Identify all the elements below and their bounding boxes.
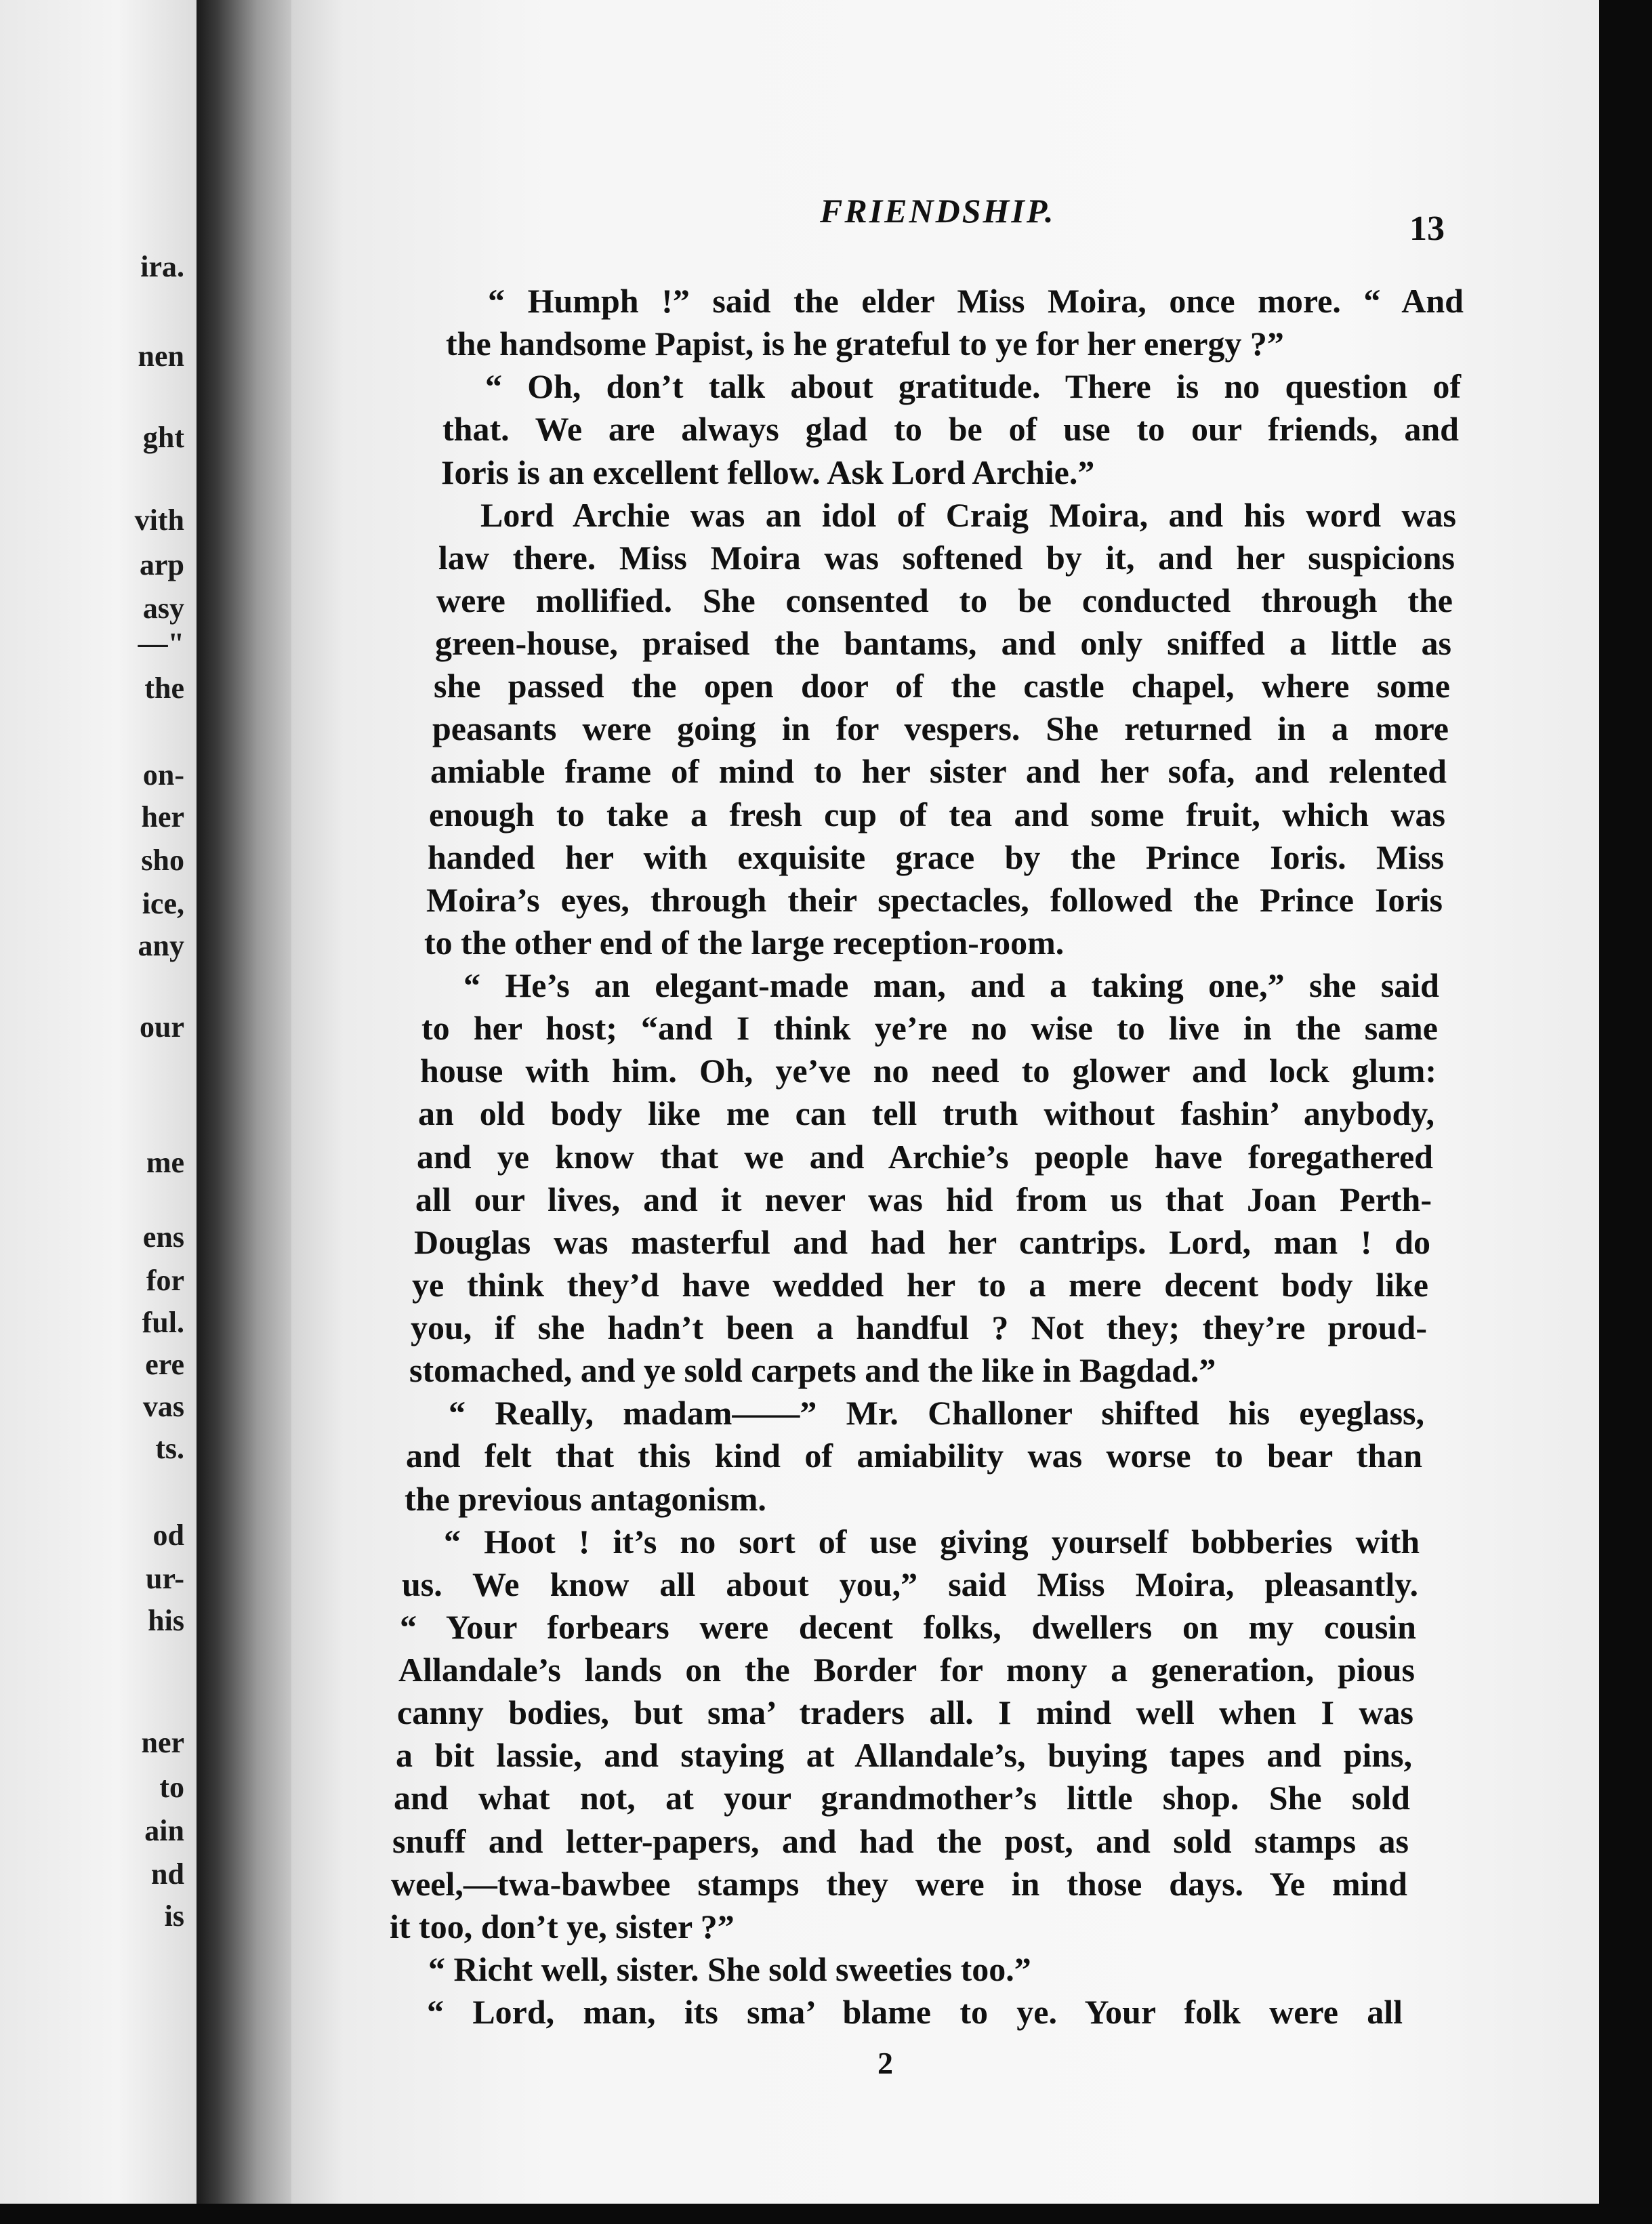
text-line: peasants were going in for vespers. She returned in a more: [432, 709, 1449, 747]
text-line: and felt that this kind of amiability was worse to bear than: [406, 1437, 1422, 1475]
facing-page-text: nd: [151, 1857, 184, 1891]
text-line: Ioris is an excellent fellow. Ask Lord Archie.”: [441, 453, 1095, 491]
text-line: canny bodies, but sma’ traders all. I mind well when I was: [397, 1693, 1413, 1731]
text-line: Douglas was masterful and had her cantrips. Lord, man ! do: [414, 1223, 1430, 1261]
text-line: the previous antagonism.: [405, 1480, 766, 1518]
facing-page-text: ere: [145, 1348, 184, 1381]
text-line: she passed the open door of the castle chapel, where some: [434, 667, 1450, 705]
text-line: law there. Miss Moira was softened by it, and her suspicions: [438, 539, 1455, 577]
text-line: amiable frame of mind to her sister and her sofa, and relented: [430, 752, 1447, 790]
text-line: it too, don’t ye, sister ?”: [390, 1908, 735, 1945]
text-line: that. We are always glad to be of use to our friends, and: [442, 410, 1459, 448]
text-line: “ He’s an elegant-made man, and a taking one,” she said: [463, 966, 1439, 1004]
text-line: and ye know that we and Archie’s people have foregathered: [417, 1138, 1433, 1176]
facing-page-text: —": [138, 627, 184, 660]
facing-page-text: od: [152, 1519, 184, 1552]
text-line: ye think they’d have wedded her to a mere decent body like: [412, 1266, 1428, 1304]
text-line: to the other end of the large reception-room.: [424, 924, 1065, 962]
text-line: stomached, and ye sold carpets and the like in Bagdad.”: [409, 1351, 1216, 1389]
facing-page-text: arp: [140, 548, 184, 581]
page-number: 13: [1409, 209, 1445, 248]
text-line: green-house, praised the bantams, and only sniffed a little as: [435, 624, 1451, 662]
text-line: weel,—twa-bawbee stamps they were in those days. Ye mind: [391, 1865, 1407, 1903]
running-head: FRIENDSHIP.: [820, 192, 1056, 230]
facing-page-text: ice,: [142, 887, 184, 920]
facing-page-text: vas: [142, 1390, 184, 1423]
text-line: house with him. Oh, ye’ve no need to glower and lock glum:: [420, 1052, 1437, 1090]
text-line: “ Lord, man, its sma’ blame to ye. Your folk were all: [427, 1993, 1403, 2031]
text-line: Allandale’s lands on the Border for mony a generation, pious: [398, 1651, 1415, 1689]
text-line: and what not, at your grandmother’s little shop. She sold: [394, 1779, 1410, 1817]
text-line: an old body like me can tell truth without fashin’ anybody,: [418, 1094, 1434, 1132]
text-line: enough to take a fresh cup of tea and some fruit, which was: [429, 796, 1445, 833]
text-line: all our lives, and it never was hid from us that Joan Perth-: [415, 1180, 1432, 1218]
page-bottom-shadow: [0, 2204, 1652, 2224]
facing-page-text: ner: [141, 1726, 184, 1759]
text-line: were mollified. She consented to be conducted through the: [436, 581, 1453, 619]
text-line: the handsome Papist, is he grateful to ye for her energy ?”: [446, 325, 1284, 363]
facing-page-text: any: [138, 929, 184, 962]
facing-page-text: ts.: [155, 1432, 184, 1465]
text-line: handed her with exquisite grace by the Prince Ioris. Miss: [428, 838, 1444, 876]
facing-page-text: ful.: [142, 1306, 184, 1339]
facing-page-text: his: [148, 1604, 184, 1637]
text-line: “ Hoot ! it’s no sort of use giving yourself bobberies with: [444, 1523, 1420, 1561]
text-line: to her host; “and I think ye’re no wise to live in the same: [421, 1009, 1438, 1047]
facing-page-text: ur-: [145, 1562, 184, 1595]
facing-page-text: is: [164, 1899, 184, 1933]
page-edge-shadow: [1599, 0, 1652, 2224]
text-line: us. We know all about you,” said Miss Moira, pleasantly.: [402, 1565, 1418, 1603]
facing-page-text: ira.: [140, 250, 184, 283]
facing-page-text: our: [140, 1010, 184, 1044]
text-line: a bit lassie, and staying at Allandale’s, buying tapes and pins,: [396, 1736, 1412, 1774]
facing-page-text: ain: [144, 1814, 184, 1847]
text-line: Lord Archie was an idol of Craig Moira, and his word was: [480, 496, 1456, 534]
facing-page-text: vith: [134, 503, 184, 537]
text-line: “ Richt well, sister. She sold sweeties too.”: [428, 1950, 1031, 1988]
facing-page-text: ens: [142, 1220, 184, 1254]
facing-page-text: sho: [141, 844, 184, 877]
text-line: “ Really, madam——” Mr. Challoner shifted his eyeglass,: [449, 1394, 1424, 1432]
facing-page-text: ght: [142, 421, 184, 454]
text-line: “ Oh, don’t talk about gratitude. There is no question of: [485, 367, 1461, 405]
facing-page-text: nen: [138, 339, 184, 373]
facing-page-text: for: [146, 1264, 184, 1297]
facing-page-text: her: [141, 800, 184, 833]
text-line: “ Humph !” said the elder Miss Moira, once more. “ And: [488, 282, 1464, 320]
facing-page-text: to: [159, 1771, 184, 1804]
text-line: you, if she hadn’t been a handful ? Not they; they’re proud-: [411, 1309, 1427, 1346]
facing-page-text: me: [146, 1146, 184, 1179]
text-line: “ Your forbears were decent folks, dwellers on my cousin: [400, 1608, 1416, 1646]
book-gutter: [197, 0, 298, 2224]
text-line: Moira’s eyes, through their spectacles, followed the Prince Ioris: [426, 881, 1443, 919]
facing-page-text: the: [144, 672, 184, 705]
facing-page-text: on-: [142, 758, 184, 791]
text-line: snuff and letter-papers, and had the post, and sold stamps as: [392, 1822, 1409, 1860]
facing-page-fragment: [0, 0, 197, 2224]
signature-mark: 2: [877, 2046, 893, 2080]
facing-page-text: asy: [142, 592, 184, 625]
